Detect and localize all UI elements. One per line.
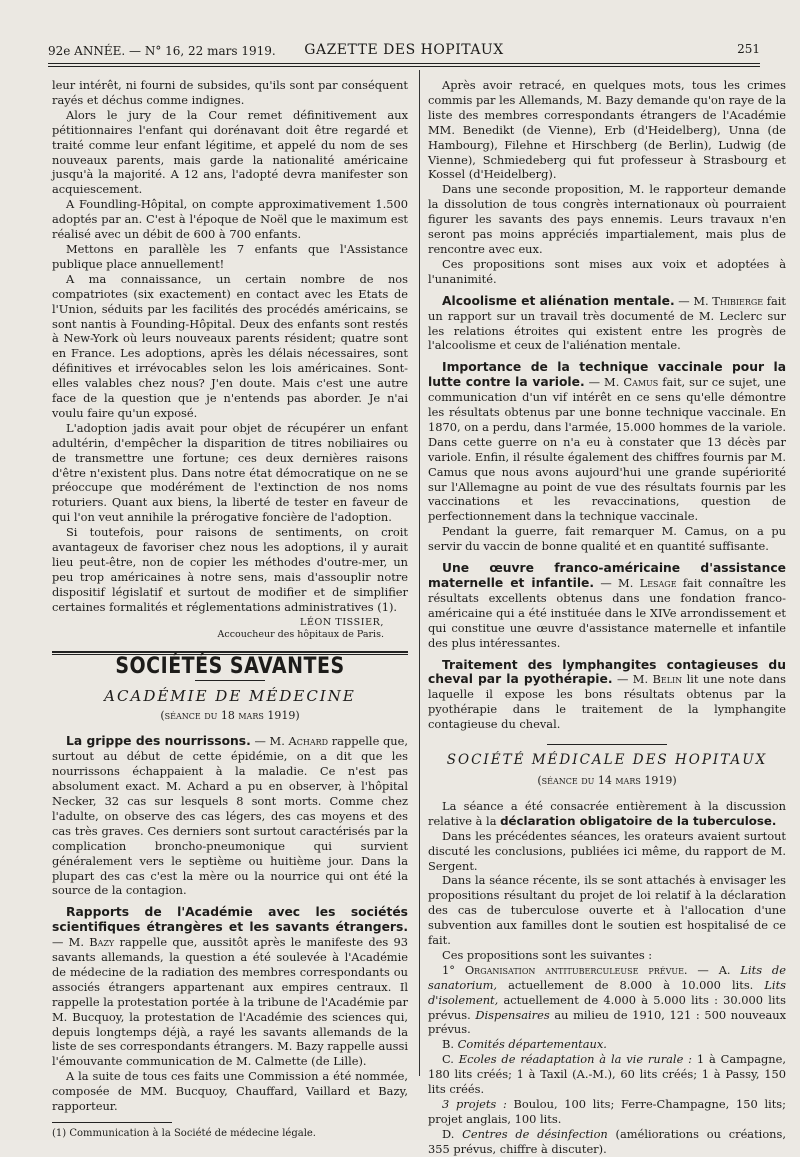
paragraph: Pendant la guerre, fait remarquer M. Camus, on a pu servir du vaccin de bonne qualité et en quantité suffisante. — [428, 524, 786, 554]
item-text: D. — [442, 1126, 463, 1141]
topic-heading: Rapports de l'Académie avec les sociétés scientifiques étrangères et les savants étrangers. — [52, 905, 408, 935]
topic-heading: Importance de la technique vaccinale pour la lutte contre la variole. — [428, 360, 786, 390]
article-lymphangites — [428, 658, 786, 733]
item-emphasis: Lits d'isolement, — [428, 977, 786, 1007]
article-text: fait, sur ce sujet, une communication d'un vif intérêt en ce sens qu'elle démontre les résultats obtenus par une bonne technique vaccinale. En 1870, on a perdu, dans l'armée, 15.000 hommes de la variole. Dans cette guerre on n'a eu à constater que 13 décès par variole. Enfin, il résulte également des chiffres fournis par M. Camus que nous avons aujourd'hui une grande supériorité sur l'Allemagne au point de vue des résultats fournis par les vaccinations et les revaccinations, question de perfectionnement dans la technique vaccinale. — [428, 375, 786, 524]
session-text: mars — [238, 709, 264, 723]
article-text: rappelle que, aussitôt après le manifeste des 93 savants allemands, la question a été soulevée à l'Académie de médecine de la radiation des membres correspondants ou associés étrangers appartenant aux empires centraux. Il rappelle la protestation portée à la tribune de l'Académie par M. Bucquoy, la protestation de l'Académie des sciences qui, depuis longtemps déjà, a rayé les savants allemands de la liste de ses correspondants étrangers. M. Bazy rappelle aussi l'émouvante communication de M. Calmette (de Lille). — [52, 935, 408, 1069]
speaker-name: Achard — [288, 734, 329, 749]
paragraph — [428, 799, 786, 829]
right-column — [428, 78, 786, 1157]
topic-heading: Traitement des lymphangites contagieuses du cheval par la pyothérapie. — [428, 657, 786, 687]
item-text: actuellement de 4.000 à 5.000 lits : 30.000 lits prévus. — [428, 992, 786, 1022]
speaker-name: Camus — [623, 375, 659, 390]
article-text: La séance a été consacrée entièrement à la discussion relative à la — [428, 798, 786, 828]
item-emphasis: Lits de sanatorium, — [428, 962, 786, 992]
dash: — M. — [612, 672, 653, 687]
article-oeuvre — [428, 561, 786, 650]
session-text: mars — [615, 773, 641, 787]
paragraph: A ma connaissance, un certain nombre de nos compatriotes (six exactement) en contact avec les Etats de l'Union, séduits par les facilités des procédés américains, se sont nantis à Founding-Hôpital. Deux des enfants sont restés à New-York où leurs nouveaux parents résident; quatre sont en France. Les adoptions, après les délais nécessaires, sont définitives et irrévocables selon les lois américaines. Sont-elles valables chez nous? J'en doute. Mais c'est une autre face de la question que je n'entends pas aborder. Je n'ai voulu faire qu'un exposé. — [52, 271, 408, 420]
item-text: 1° — [442, 962, 465, 977]
dash: — M. — [674, 293, 713, 308]
column-divider — [419, 70, 420, 1076]
list-item — [428, 963, 786, 1038]
spacer — [428, 353, 786, 360]
emphasis-text: déclaration obligatoire de la tuberculose. — [500, 813, 777, 828]
academy-session — [52, 709, 408, 724]
item-emphasis: Dispensaires — [475, 1007, 550, 1022]
academy-title: ACADÉMIE DE MÉDECINE — [104, 686, 356, 705]
footnote: (1) Communication à la Société de médecine légale. — [52, 1128, 316, 1139]
speaker-name: Lesage — [639, 576, 677, 590]
item-emphasis: 3 projets : — [442, 1097, 507, 1111]
item-text: actuellement de 8.000 à 10.000 lits. — [497, 977, 765, 992]
paragraph: Dans une seconde proposition, M. le rapporteur demande la dissolution de tous congrès internationaux où pourraient figurer les savants des pays ennemis. Leurs travaux n'en seront pas moins appréciés impartialement, mais plus de rencontre avec eux. — [428, 182, 786, 256]
dash: — M. — [52, 935, 90, 950]
author-title: Accoucheur des hôpitaux de Paris. — [217, 628, 384, 640]
article-rapports — [52, 905, 408, 1069]
list-item — [428, 1052, 786, 1097]
page-number: 251 — [737, 42, 760, 56]
paragraph: Ces propositions sont mises aux voix et adoptées à l'unanimité. — [428, 256, 786, 286]
speaker-name: Bazy — [89, 935, 115, 950]
article-text: lit une note dans laquelle il expose les bons résultats obtenus par la pyothérapie dans le traitement de la lymphangite contagieuse du cheval. — [428, 672, 786, 732]
article-text: fait connaître les résultats excellents obtenus dans une fondation franco-américaine qui a été instituée dans le XIVe arrondissement et qui constitue une œuvre d'assistance maternelle et infantile des plus intéressantes. — [428, 576, 786, 650]
session-text: séance du — [541, 773, 595, 787]
item-emphasis: Comités départementaux. — [457, 1037, 607, 1052]
paragraph: Après avoir retracé, en quelques mots, tous les crimes commis par les Allemands, M. Bazy demande qu'on raye de la liste des membres correspondants étrangers de l'Académie MM. Benedikt (de Vienne), Erb (d'Heidelberg), Unna (de Hambourg), Filehne et Hirschberg (de Berlin), Ludwig (de Vienne), Schmiedeberg qui fut professeur à Strasbourg et Kossel (d'Heidelberg). — [428, 78, 786, 182]
dash: — M. — [584, 375, 624, 390]
session-text: ( — [160, 709, 165, 723]
spacer — [428, 554, 786, 561]
author-name: LÉON TISSIER, — [300, 616, 384, 628]
list-item — [428, 1097, 786, 1127]
dash: — M. — [594, 576, 640, 590]
issue-info: 92e ANNÉE. — N° 16, 22 mars 1919. — [48, 44, 276, 58]
paragraph: Ces propositions sont les suivantes : — [442, 947, 653, 962]
divider — [195, 680, 265, 681]
journal-title: GAZETTE DES HOPITAUX — [304, 42, 504, 58]
item-emphasis: Centres de désinfection — [462, 1126, 608, 1141]
left-column — [52, 78, 408, 1142]
spacer — [428, 651, 786, 658]
spacer — [428, 287, 786, 294]
paragraph: leur intérêt, ni fourni de subsides, qu'ils sont par conséquent rayés et déchus comme indignes. — [52, 78, 408, 107]
item-text: 1 à Campagne, 180 lits créés; 1 à Taxil (A.-M.), 60 lits créés; 1 à Passy, 150 lits créés. — [428, 1052, 786, 1097]
session-text: 14 — [594, 773, 616, 787]
article-alcoolisme — [428, 294, 786, 354]
session-text: 1919) — [263, 709, 300, 723]
footnote-rule — [52, 1122, 172, 1123]
article-text: fait un rapport sur un travail très documenté de M. Leclerc sur les relations étroites qui existent entre les progrès de l'alcoolisme et ceux de l'aliénation mentale. — [428, 293, 786, 353]
author-signature — [52, 617, 384, 641]
topic-heading: Alcoolisme et aliénation mentale. — [442, 293, 675, 308]
divider — [547, 744, 667, 745]
dash: — M. — [250, 734, 289, 749]
paragraph: L'adoption jadis avait pour objet de récupérer un enfant adultérin, d'empêcher la disparition de titres nobiliaires ou de transmettre une fortune; ces deux dernières raisons d'être n'existent plus. Dans notre état démocratique on ne se préoccupe que modérément de l'extinction de nos noms roturiers. Quant aux biens, la liberté de tester en faveur de qui l'on veut annihile la prérogative foncière de l'adoption. — [52, 420, 408, 525]
paragraph: Dans la séance récente, ils se sont attachés à envisager les propositions résultant du projet de loi relatif à la déclaration des cas de tuberculose ouverte et à l'allocation d'une subvention aux familles dont le soutien est hospitalisé de ce fait. — [428, 873, 786, 948]
item-text: C. — [442, 1052, 459, 1067]
paragraph: Mettons en parallèle les 7 enfants que l'Assistance publique place annuellement! — [52, 241, 408, 271]
item-heading: Organisation antituberculeuse prévue. — [464, 962, 688, 977]
header-rule-2 — [48, 66, 760, 67]
item-text: — A. — [687, 962, 741, 977]
item-text: au milieu de 1910, 121 : 500 nouveaux prévus. — [428, 1007, 787, 1037]
session-text: 1919) — [640, 773, 677, 787]
session-text: 18 — [217, 709, 239, 723]
topic-heading: Une œuvre franco-américaine d'assistance maternelle et infantile. — [428, 561, 786, 590]
society-session — [428, 774, 786, 789]
topic-heading: La grippe des nourrissons. — [66, 734, 251, 749]
item-text: B. — [442, 1037, 458, 1052]
spacer — [52, 898, 408, 905]
paragraph: A Foundling-Hôpital, on compte approximativement 1.500 adoptés par an. C'est à l'époque de Noël que le maximum est réalisé avec un débit de 600 à 700 enfants. — [52, 197, 408, 242]
society-title: SOCIÉTÉ MÉDICALE DES HOPITAUX — [446, 752, 768, 769]
speaker-name: Thibierge — [712, 293, 764, 308]
item-text: (améliorations ou créations, 355 prévus, chiffre à discuter). — [428, 1126, 786, 1156]
section-title: SOCIÉTÉS SAVANTES — [115, 652, 345, 679]
paragraph: Si toutefois, pour raisons de sentiments, on croit avantageux de favoriser chez nous les adoptions, il y aurait lieu peut-être, non de copier les méthodes d'outre-mer, un peu trop américaines à notre sens, mais d'assouplir notre dispositif législatif et surtout de modifier et de simplifier certaines formalités et réglementations administratives (1). — [52, 525, 408, 614]
header-rule — [48, 63, 760, 64]
speaker-name: Belin — [652, 672, 683, 687]
article-text: rappelle que, surtout au début de cette épidémie, on a dit que les nourrissons échappaient à la maladie. Ce n'est pas absolument exact. M. Achard a pu en observer, à l'hôpital Necker, 32 cas sur lesquels 8 sont morts. Comme chez l'adulte, on observe des cas légers, des cas moyens et des cas très graves. Ces derniers sont surtout caractérisés par la complication broncho-pneumonique qui survient généralement vers le septième ou huitième jour. Dans la plupart des cas c'est la mère ou la nourrice qui ont été la source de la contagion. — [52, 734, 408, 898]
list-item — [428, 1037, 786, 1052]
session-text: ( — [537, 773, 542, 787]
list-item — [428, 1127, 786, 1157]
article-variole — [428, 360, 786, 524]
article-grippe — [52, 734, 408, 898]
page-header — [48, 38, 760, 64]
paragraph: Dans les précédentes séances, les orateurs avaient surtout discuté les conclusions, publiées ici même, du rapport de M. Sergent. — [428, 828, 786, 873]
item-emphasis: Ecoles de réadaptation à la vie rurale : — [458, 1052, 693, 1067]
paragraph: A la suite de tous ces faits une Commission a été nommée, composée de MM. Bucquoy, Chauffard, Vaillard et Bazy, rapporteur. — [52, 1069, 408, 1114]
item-text: Boulou, 100 lits; Ferre-Champagne, 150 lits; projet anglais, 100 lits. — [428, 1097, 786, 1126]
session-text: séance du — [164, 709, 218, 723]
paragraph: Alors le jury de la Cour remet définitivement aux pétitionnaires l'enfant qui dorénavant doit être regardé et traité comme leur enfant légitime, et appelé du nom de ses nouveaux parents, mais garde la nationalité américaine jusqu'à la majorité. A 12 ans, l'adopté devra manifester son acquiescement. — [52, 107, 408, 197]
